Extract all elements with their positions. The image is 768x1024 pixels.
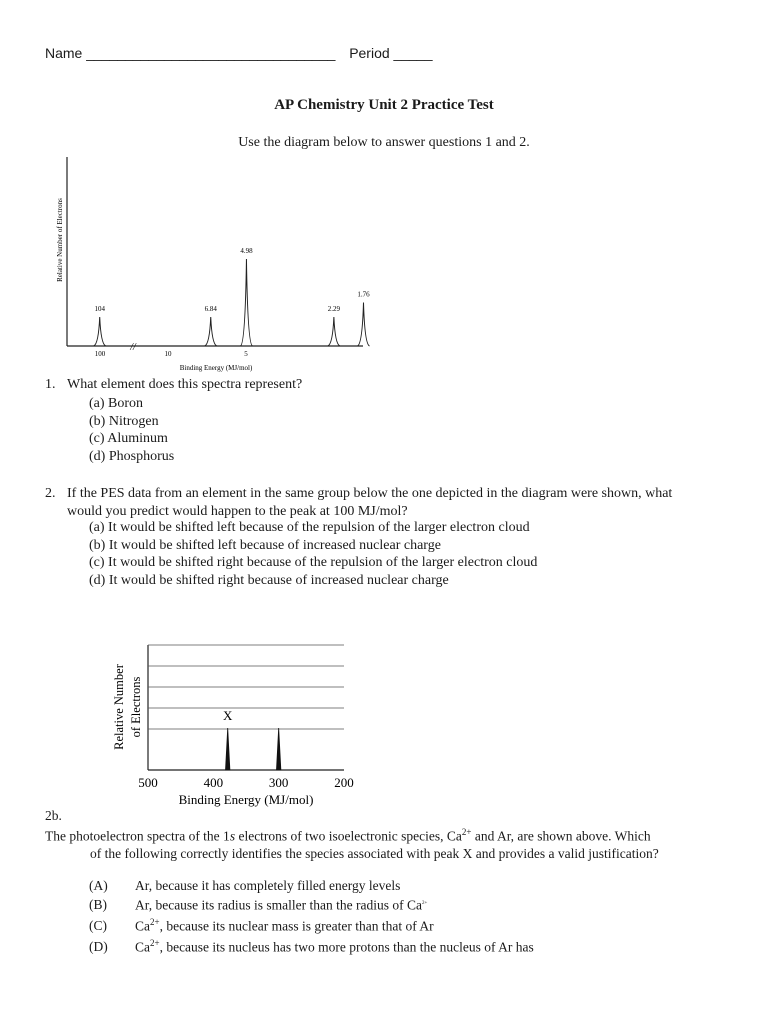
option-d[interactable]: (d) Phosphorus <box>89 448 175 464</box>
question-2b-label: 2b. <box>45 808 62 823</box>
x-tick-label: 200 <box>334 775 354 790</box>
question-number: 1. <box>45 377 56 392</box>
pes-peak <box>276 728 280 770</box>
x-tick-label: 500 <box>138 775 158 790</box>
question-2b <box>45 824 659 862</box>
peak-label: X <box>223 708 233 723</box>
pes-peak <box>226 728 230 770</box>
peak-label: 104 <box>94 305 105 313</box>
x-tick-label: 400 <box>203 775 224 790</box>
option-C[interactable]: (C) $Ca^{2+}$, because its nuclear mass is greater than that of Ar <box>89 916 434 934</box>
peak-label: 6.84 <box>204 305 217 313</box>
period-blank[interactable]: _____ <box>393 45 433 61</box>
option-D[interactable]: (D) $Ca^{2+}$, because its nucleus has two more protons than the nucleus of Ar has <box>89 937 534 955</box>
question-text: What element does this spectra represent? <box>67 377 303 392</box>
instructions: Use the diagram below to answer questions 1 and 2. <box>238 135 530 150</box>
name-label: Name <box>45 45 83 61</box>
option-B[interactable]: (B) Ar, because its radius is smaller than the radius of $Ca^{2+}$ <box>89 897 428 913</box>
option-c[interactable]: (c) Aluminum <box>89 431 168 447</box>
question-2b-line2: of the following correctly identifies the species associated with peak X and provides a valid justification? <box>90 845 659 861</box>
question-2b-line1: The photoelectron spectra of the 1s electrons of two isoelectronic species, $Ca^{2+}$ and Ar, are shown above. Which <box>45 827 651 844</box>
y-axis-label-line1: Relative Number <box>112 664 126 750</box>
peak-label: 2.29 <box>327 305 340 313</box>
question-text-line2: would you predict would happen to the peak at 100 MJ/mol? <box>67 503 408 519</box>
y-axis-label: Relative Number of Electrons <box>56 198 64 282</box>
axis-break: // <box>130 342 136 353</box>
x-tick-label: 5 <box>244 350 248 358</box>
option-c[interactable]: (c) It would be shifted right because of the repulsion of the larger electron cloud <box>89 555 538 571</box>
x-tick-label: 10 <box>164 350 172 358</box>
y-axis-label-line2: of Electrons <box>129 676 143 738</box>
x-axis-label: Binding Energy (MJ/mol) <box>178 792 314 807</box>
period-label: Period <box>349 45 390 61</box>
q2b-options <box>89 877 534 956</box>
question-number: 2. <box>45 486 56 501</box>
x-tick-label: 100 <box>94 350 106 358</box>
x-tick-label: 300 <box>268 775 289 790</box>
option-b[interactable]: (b) It would be shifted left because of increased nuclear charge <box>89 537 441 553</box>
peak-label: 4.98 <box>240 247 253 255</box>
option-A[interactable]: (A) Ar, because it has completely filled energy levels <box>89 878 401 893</box>
option-d[interactable]: (d) It would be shifted right because of increased nuclear charge <box>89 572 449 588</box>
name-blank[interactable]: ________________________________ <box>86 45 336 61</box>
option-a[interactable]: (a) It would be shifted left because of the repulsion of the larger electron cloud <box>89 520 530 535</box>
question-text-line1: If the PES data from an element in the same group below the one depicted in the diagram were shown, what <box>67 486 673 501</box>
page-title: AP Chemistry Unit 2 Practice Test <box>274 97 494 113</box>
x-axis-label: Binding Energy (MJ/mol) <box>179 364 253 372</box>
option-b[interactable]: (b) Nitrogen <box>89 413 159 429</box>
option-a[interactable]: (a) Boron <box>89 396 144 411</box>
peak-label: 1.76 <box>357 290 370 299</box>
